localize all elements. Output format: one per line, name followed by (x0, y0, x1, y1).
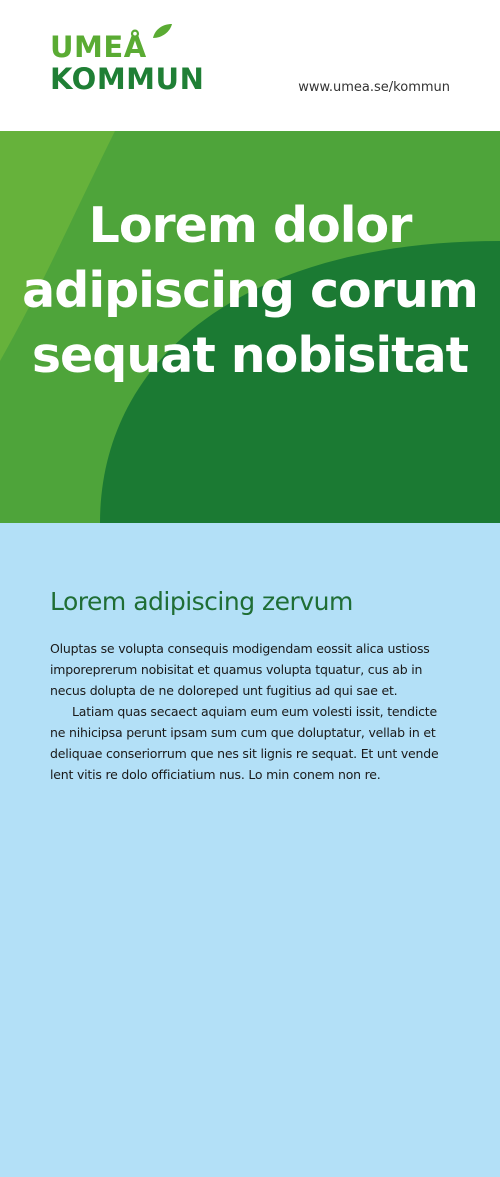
website-url[interactable]: www.umea.se/kommun (298, 80, 450, 95)
umea-kommun-logo[interactable] (50, 28, 225, 98)
body-paragraph-2: Latiam quas secaect aquiam eum eum volesti issit, tendicte ne nihicipsa perunt ipsam sum cum que doluptatur, vellab in et deliquae conseriorrum que nes sit lignis re sequat. Et unt vende lent vitis re dolo officiatium nus. Lo min conem non re. (50, 704, 439, 782)
logo-text-kommun: KOMMUN (50, 62, 205, 96)
content-section (50, 586, 450, 785)
body-paragraph-1: Oluptas se volupta consequis modigendam eossit alica ustioss imporeprerum nobisitat et quamus volupta tquatur, cus ab in necus dolupta de ne doloreped unt fugitius ad qui sae et. (50, 641, 430, 698)
hero-title: Lorem dolor adipiscing corum sequat nobisitat (22, 197, 478, 384)
leaf-icon (151, 23, 173, 39)
header (0, 0, 500, 131)
section-heading: Lorem adipiscing zervum (50, 587, 353, 616)
logo-text-umea: UMEÅ (50, 30, 147, 64)
hero-banner (0, 131, 500, 523)
